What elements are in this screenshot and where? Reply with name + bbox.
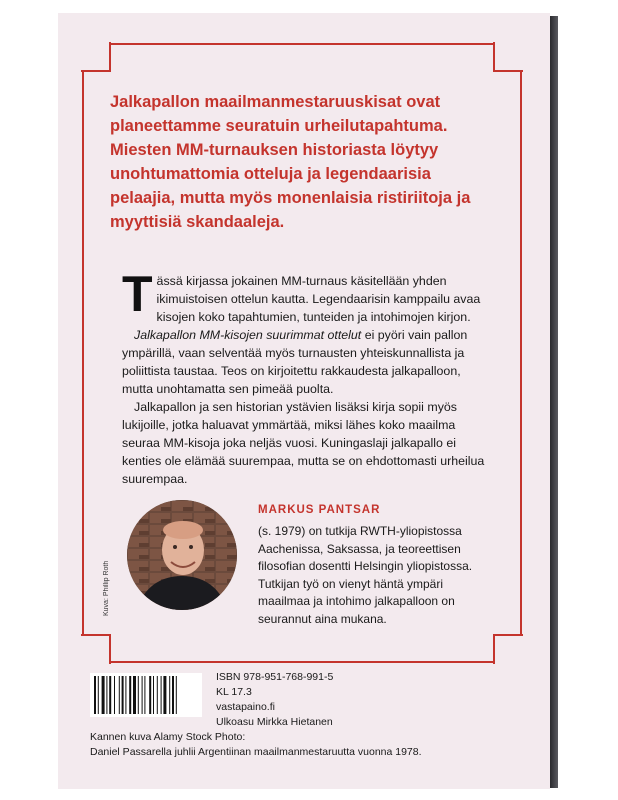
author-photo bbox=[127, 500, 237, 610]
barcode-bar bbox=[149, 676, 151, 714]
barcode-bar bbox=[106, 676, 107, 714]
barcode-bar bbox=[161, 676, 162, 714]
barcode-bar bbox=[119, 676, 120, 714]
barcode-bar bbox=[114, 676, 115, 714]
barcode-bar bbox=[102, 676, 105, 714]
cover-credit-line-1: Kannen kuva Alamy Stock Photo: bbox=[90, 731, 246, 743]
barcode-bar bbox=[94, 676, 96, 714]
barcode-bar bbox=[98, 676, 99, 714]
barcode-bar bbox=[133, 676, 136, 714]
classification: KL 17.3 bbox=[216, 686, 252, 698]
lead-paragraph: Jalkapallon maailmanmestaruuskisat ovat planeettamme seuratuin urheilutapahtuma. Miesten MM-turnauksen historiasta löytyy unohtumattomia otteluja ja legendaarisia pelaajia, mutta myös monenlaisia ristiriitoja ja myyttisiä skandaaleja. bbox=[110, 93, 471, 231]
barcode-bar bbox=[153, 676, 154, 714]
frame-corner-bottom-left bbox=[81, 634, 111, 664]
body-paragraph-2 bbox=[122, 326, 494, 398]
barcode-bar bbox=[122, 676, 124, 714]
cover-image-credits bbox=[90, 730, 422, 760]
layout-credit: Ulkoasu Mirkka Hietanen bbox=[216, 716, 333, 728]
photo-credit: Kuva: Phillip Roth bbox=[103, 560, 110, 616]
publication-info bbox=[216, 670, 333, 730]
barcode-bar bbox=[172, 676, 174, 714]
barcode-bar bbox=[144, 676, 145, 714]
book-edge bbox=[550, 16, 558, 788]
author-bio: (s. 1979) on tutkija RWTH-yliopistossa Aachenissa, Saksassa, ja teoreettisen filosofian dosentti Helsingin yliopistossa. Tutkijan työ on vienyt häntä ympäri maailmaa ja intohimo jalkapalloon on seurannut aina mukana. bbox=[258, 524, 473, 626]
barcode-bar bbox=[142, 676, 143, 714]
barcode-bar bbox=[169, 676, 170, 714]
body-paragraph-3: Jalkapallon ja sen historian ystävien lisäksi kirja sopii myös lukijoille, jotka haluavat ymmärtää, miksi lähes koko maailma seuraa MM-kisoja joka neljäs vuosi. Kuningaslaji jalkapallo ei kenties ole elämää suurempaa, mutta se on ehdottomasti urheilua suurempaa. bbox=[122, 400, 485, 486]
description-text bbox=[122, 266, 494, 488]
frame-corner-top-left bbox=[81, 42, 111, 72]
barcode-bar bbox=[138, 676, 139, 714]
barcode-bar bbox=[109, 676, 111, 714]
barcode-bars bbox=[94, 676, 198, 714]
barcode-bar bbox=[157, 676, 158, 714]
barcode-bar bbox=[125, 676, 126, 714]
barcode-bar bbox=[176, 676, 177, 714]
author-portrait-image bbox=[127, 500, 237, 610]
book-title-italic: Jalkapallon MM-kisojen suurimmat ottelut bbox=[134, 328, 362, 342]
barcode-bar bbox=[129, 676, 131, 714]
frame-corner-top-right bbox=[493, 42, 523, 72]
body-paragraph-1 bbox=[122, 266, 494, 326]
barcode-bar bbox=[163, 676, 166, 714]
cover-credit-line-2: Daniel Passarella juhlii Argentiinan maailmanmestaruutta vuonna 1978. bbox=[90, 746, 422, 758]
body-paragraph-2-text: ei pyöri vain pallon ympärillä, vaan selventää myös turnausten yhteiskunnallista ja poliittista taustaa. Teos on kirjoitettu rakkaudesta jalkapalloon, mutta unohtamatta sen pimeää puolta. bbox=[122, 328, 468, 396]
isbn-barcode bbox=[90, 673, 202, 717]
drop-cap: T bbox=[122, 266, 153, 322]
isbn: ISBN 978-951-768-991-5 bbox=[216, 671, 334, 683]
publisher-website: vastapaino.fi bbox=[216, 701, 275, 713]
author-name: MARKUS PANTSAR bbox=[258, 504, 381, 516]
frame-corner-bottom-right bbox=[493, 634, 523, 664]
body-paragraph-1-text: ässä kirjassa jokainen MM-turnaus käsitellään yhden ikimuistoisen ottelun kautta. Legendaarisin kamppailu avaa kisojen koko tapahtumien, tunteiden ja intohimojen kirjon. bbox=[156, 274, 481, 324]
